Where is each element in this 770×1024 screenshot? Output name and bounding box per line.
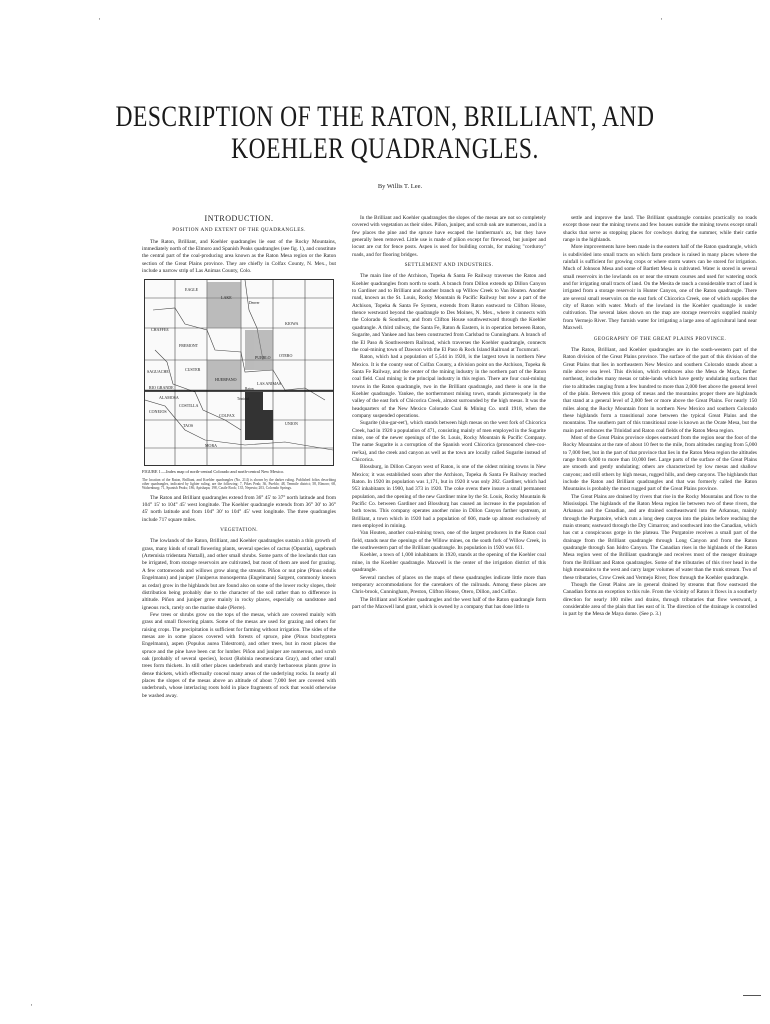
map-label: OTERO xyxy=(279,353,293,359)
map-label: MORA xyxy=(205,443,218,449)
figure-caption-note: The location of the Raton, Brilliant, and Koehler quadrangles (No. 214) is shown by the darker ruling. Published folios describing other quadrangles, indicated by lighter ruling, are the following: 7, Pikes Peak; 36, Pueblo; 48, Tenmile district; 58, Elmoro; 68, Walsenburg; 71, Spanish Peaks; 186, Apishapa; 198, Castle Rock; 135, Nepesta; 203, Colorado Springs. xyxy=(142,477,336,491)
title-line-1: DESCRIPTION OF THE RATON, BRILLIANT, AND xyxy=(115,101,655,134)
column-3 xyxy=(563,215,757,619)
byline: By Willis T. Lee. xyxy=(377,183,423,190)
paragraph: settle and improve the land. The Brilliant quadrangle contains practically no roads except those near the mining towns and few houses outside the mining towns except small shacks that serve as stopping places for cowboys during the summer, while their cattle range in the highlands. xyxy=(563,215,757,244)
corner-mark: · xyxy=(660,14,663,24)
map-label: COSTILLA xyxy=(179,403,199,409)
paragraph: Raton, which had a population of 5,544 in 1920, is the largest town in northern New Mexico. It is the county seat of Colfax County, a division point on the Atchison, Topeka & Santa Fe Railway, and the center of the mining industry in the northern part of the Raton coal field. Coal mining is the principal industry in this region. There are four coal-mining towns in the Raton quadrangle, two in the Brilliant quadrangle, and there is one in the Koehler quadrangle. Yankee, the northernmost mining town, stands picturesquely in the valley of the east fork of Chicorica Creek, almost surrounded by the high mesas. It was the headquarters of the New Mexico Colorado Coal & Mining Co. until 1918, when the company suspended operations. xyxy=(352,354,546,419)
paragraph: The lowlands of the Raton, Brilliant, and Koehler quadrangles sustain a thin growth of grass, many kinds of small flowering plants, several species of cactus (Opuntia), sagebrush (Artemisia tridentata Nuttall), and other small shrubs. Some parts of the lowlands that can be irrigated, from storage reservoirs are cultivated, but most of them are used for grazing. A few cottonwoods and willows grow along the streams. Piñon or nut pine (Pinus edulis Engelmann) and juniper (Juniperus monosperma (Engelmann) Sargent, commonly known as cedar) grow in the highlands but are found also on some of the lower rocky slopes, their distribution being probably due to the character of the soil rather than to difference in altitude. Piñon and juniper grow mainly in rocky places, especially on sandstone and igneous rock, rarely on the marine shale (Pierre). xyxy=(142,538,336,611)
paragraph: More improvements have been made in the eastern half of the Raton quadrangle, which is subdivided into small tracts on which farm produce is raised in many places where the rainfall is sufficient for growing crops or where storm waters can be stored for irrigation. Much of Johnson Mesa and some of Bartlett Mesa is cultivated. Water is stored in several small reservoirs in the lowlands on or near the stream courses and used for watering stock and for irrigating small tracts of land. On the Mesita de ranch a considerable tract of land is irrigated from a storage reservoir in Hunter Canyon, one of the Raton quadrangle. There are several small reservoirs on the east fork of Chicorica Creek, one of which supplies the city of Raton with water. Much of the lowland in the Koehler quadrangle is under cultivation. The several lakes shown on the map are storage reservoirs supplied mainly from Vermejo River. They furnish water for irrigating a large area of agricultural land near Maxwell. xyxy=(563,244,757,332)
figure-caption: FIGURE 1.—Index map of north-central Colorado and north-central New Mexico. xyxy=(142,469,285,475)
map-label: FREMONT xyxy=(179,343,199,349)
map-label: ALAMOSA xyxy=(159,395,179,401)
subsection-heading: POSITION AND EXTENT OF THE QUADRANGLES. xyxy=(172,227,306,234)
map-label: EAGLE xyxy=(185,287,199,293)
paragraph: The Great Plains are drained by rivers that rise in the Rocky Mountains and flow to the Mississippi. The highlands of the Raton Mesa region lie between two of these rivers, the Arkansas and the Canadian, and are drained southeastward into the Arkansas, mainly through the Purgatoire, which cuts a long deep canyon into the plains before reaching the main stream; eastward through the Dry Cimarron; and southward into the Canadian, which has cut a conspicuous gorge in the plateau. The Purgatoire receives a small part of the drainage from the Brilliant quadrangle through Long Canyon and from the Raton quadrangle through San Isidro Canyon. The Canadian rises in the highlands of the Raton Mesa region west of the Brilliant quadrangle and receives most of the meager drainage from the Brilliant and Raton quadrangles. Some of the tributaries of this river head in the high mountains to the west and carry larger volumes of water than the trunk stream. Two of these tributaries, Crow Creek and Vermejo River, flow through the Koehler quadrangle. xyxy=(563,493,757,581)
corner-mark: · xyxy=(30,1000,33,1010)
paragraph: Several ranches of places on the maps of these quadrangles indicate little more than temporary accommodations for the caretakers of the railroads. Among these places are Chris-brook, Cunningham, Preston, Clifton House, Otero, Dillon, and Colfax. xyxy=(352,574,546,596)
map-label: TAOS xyxy=(183,423,194,429)
section-heading: INTRODUCTION. xyxy=(204,214,274,223)
column-2 xyxy=(352,215,546,611)
paragraph: The Raton, Brilliant, and Koehler quadrangles are in the south-western part of the Raton division of the Great Plains province. The surface of the part of this division of the Great Plains that lies in northeastern New Mexico and southern Colorado stands about a mile above sea level. This division, which embraces also the Mesa de Maya, farther northeast, includes many mesas or table-lands which have gently undulating surfaces that rise to altitudes ranging from a few hundred to more than 2,000 feet above the general level of the plain. Between this group of mesas and the mountains proper there are highlands that stand at a general level of 2,000 feet or more above the Great Plains. For nearly 150 miles along the Rocky Mountain front in northern New Mexico and southern Colorado these highlands form a transitional zone between the typical Great Plains and the mountains. The southern part of this transitional zone is known as the Ocate Mesa, but the main part embraces the Trinidad and Raton coal fields of the Raton Mesa region. xyxy=(563,346,758,434)
map-label: LAKE xyxy=(221,295,232,301)
map-label: SAGUACHE xyxy=(147,369,169,375)
map-label: PUEBLO xyxy=(255,355,271,361)
paragraph: Koehler, a town of 1,000 inhabitants in 1920, stands at the opening of the Koehler coal mine, in the Koehler quadrangle. Maxwell is the center of the irrigation district of this quadrangle. xyxy=(352,552,546,574)
map-label: HUERFANO xyxy=(215,377,237,383)
map-label: CONEJOS xyxy=(149,409,167,415)
map-label: CHAFFEE xyxy=(151,327,169,333)
paragraph: In the Brilliant and Koehler quadrangles the slopes of the mesas are not so completely covered with vegetation as their sides. Piñon, juniper, and scrub oak are numerous, and in a few places the pine and the spruce have escaped the lumberman's ax, but they have generally been removed. Little use is made of piñon except for firewood, but juniper and locust are cut for fence posts. Aspen is used for building corrals, for making "corduroy" roads, and for flooring bridges. xyxy=(352,215,546,258)
map-label: CUSTER xyxy=(185,367,201,373)
map-label: KIOWA xyxy=(285,321,299,327)
paragraph: Few trees or shrubs grow on the tops of the mesas, which are covered mainly with grass and small flowering plants. Some of the mesas are used for grazing and others for raising crops. The precipitation is sufficient for farming without irrigation. The sides of the mesas are in some places covered with forests of spruce, pine (Pinus brachyptera Engelmann), aspen (Populus aurea Tidestrom), and other trees, but in most places the spruce and the pine have been cut for lumber. Piñon and juniper are numerous, and scrub oak (probably of several species), locust (Robinia neomexicana Gray), and other small trees form thickets. In still other places underbrush and sturdy herbaceous plants grow in dense thickets, which effectually conceal many areas of the underlying rocks. In nearly all places the slopes of the mesas above an altitude of about 7,000 feet are covered with underbrush, whose interlacing roots hold in place fragments of rock that would otherwise be washed away. xyxy=(142,611,336,699)
paragraph: The Raton, Brilliant, and Koehler quadrangles lie east of the Rocky Mountains, immediately north of the Elmoro and Spanish Peaks quadrangles (see fig. 1), and constitute the central part of the coal-producing area known as the Raton Mesa region or the Raton section of the Great Plains province. They are chiefly in Colfax County, N. Mex., but include a narrow strip of Las Animas County, Colo. xyxy=(142,238,336,275)
paragraph: Though the Great Plains are in general drained by streams that flow eastward the Canadian forms an exception to this rule. From the vicinity of Raton it flows in a southerly direction for nearly 100 miles and drains, through tributaries that flow westward, a considerable area of the plain that lies east of it. The direction of the drainage is controlled in part by the Mesa de Maya dome. (See p. 3.) xyxy=(563,581,757,618)
paragraph: Blossburg, in Dillon Canyon west of Raton, is one of the oldest mining towns in New Mexico; it was established soon after the Atchison, Topeka & Santa Fe Railway reached Raton. In 1920 its population was 1,171, but in 1920 it was only 282. Gardiner, which had 953 inhabitants in 1900, had 373 in 1920. The coke ovens there insure a small permanent population, and the opening of the new Gardiner mine by the St. Louis, Rocky Mountain & Pacific Co. between Gardiner and Blossburg has caused an increase in the population of both towns. This company operates another mine in Dillon Canyon farther upstream, at Brilliant, a town which in 1920 had a population of 606, made up almost exclusively of men employed in mining. xyxy=(352,464,546,530)
map-label: Denver xyxy=(249,301,260,306)
map-label: Raton xyxy=(245,387,254,392)
map-label: LAS ANIMAS xyxy=(257,381,282,387)
title-line-2: KOEHLER QUADRANGLES. xyxy=(231,133,539,166)
paragraph: The Brilliant and Koehler quadrangles and the west half of the Raton quadrangle form part of the Maxwell land grant, which is owned by a company that has done little to xyxy=(352,596,546,610)
paragraph: The main line of the Atchison, Topeka & Santa Fe Railway traverses the Raton and Koehler quadrangles from north to south. A branch from Dillon extends up Dillon Canyon to Gardiner and to Brilliant and another branch up Willow Creek to Van Houten. Another road, known as the St. Louis, Rocky Mountain & Pacific Railway but now a part of the Atchison, Topeka & Santa Fe System, extends from Raton eastward to Clifton House, thence westward beyond the quadrangle to Des Moines, N. Mex., where it connects with the Colorado & Southern, and from Clifton House southwestward through the Koehler quadrangle. A third railway, the Santa Fe, Raton & Eastern, is in operation between Raton, Sugarite, and Yankee and has been constructed from Carlsbad to Cunningham. A branch of the El Paso & Southwestern Railroad, which traverses the Koehler quadrangle, connects the coal-mining town of Dawson with the El Paso & Rock Island Railroad at Tucumcari. xyxy=(352,273,546,353)
paragraph: Most of the Great Plains province slopes eastward from the region near the foot of the Rocky Mountains at the rate of about 10 feet to the mile, from altitudes ranging from 5,000 to 7,000 feet, but in the part of that province that lies in the Raton Mesa region the altitudes range from 6,000 to more than 10,000 feet. Large parts of the surface of the Great Plains are smooth and gently undulating; others are characterized by low mesas and shallow canyons; and still others by high mesas, rugged hills, and deep canyons. The highlands that include the Raton and Brilliant quadrangles and that was formerly called the Raton Mountains is probably the most rugged part of the Great Plains province. xyxy=(563,434,757,493)
edge-rule xyxy=(743,995,761,996)
subsection-heading: SETTLEMENT AND INDUSTRIES. xyxy=(404,262,494,269)
corner-mark: · xyxy=(98,14,101,24)
index-map-figure xyxy=(144,279,334,466)
subsection-heading: GEOGRAPHY OF THE GREAT PLAINS PROVINCE. xyxy=(593,335,727,342)
paragraph: Van Houten, another coal-mining town, one of the largest producers in the Raton coal field, stands near the openings of the Willow mines, on the south fork of Willow Creek, in the southwestern part of the Brilliant quadrangle. Its population in 1920 was 611. xyxy=(352,530,546,552)
subsection-heading: VEGETATION. xyxy=(220,527,258,534)
column-1 xyxy=(142,215,336,700)
map-label: Trinidad xyxy=(237,397,250,402)
map-label: COLFAX xyxy=(219,413,235,419)
paragraph: The Raton and Brilliant quadrangles extend from 36° 45' to 37° north latitude and from 104° 15' to 104° 45' west longitude. The Koehler quadrangle extends from 36° 30' to 36° 45' north latitude and from 104° 30' to 104° 45' west longitude. The three quadrangles include 717 square miles. xyxy=(142,494,336,523)
index-map xyxy=(145,280,333,465)
map-label: RIO GRANDE xyxy=(149,385,174,391)
paragraph: Sugarite (shu-gar-eet'), which stands between high mesas on the west fork of Chicorica Creek, had in 1920 a population of 471, consisting mainly of men employed in the Sugarite mine, one of the newer openings of the St. Louis, Rocky Mountain & Pacific Company. The name Sugarite is a corruption of the Spanish word Chicorica (pronounced chee-coo-ree'ka), and the creek and canyon as well as the town are locally called Sugarite instead of Chicorica. xyxy=(352,420,546,463)
map-label: UNION xyxy=(285,421,298,427)
